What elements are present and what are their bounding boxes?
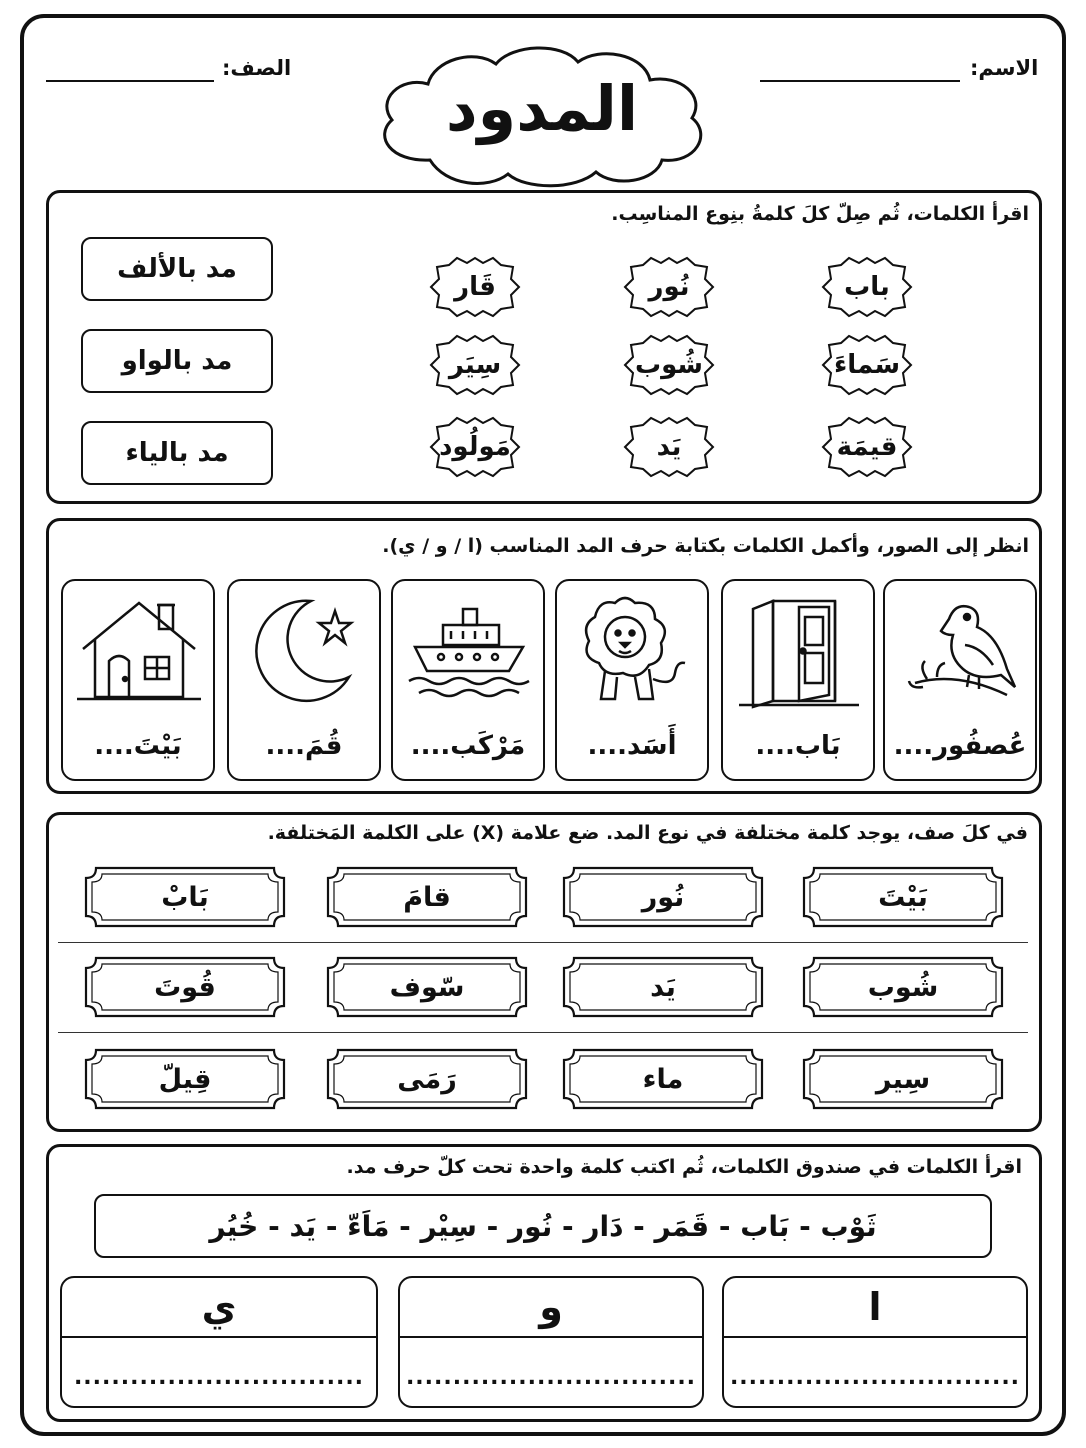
picture-card-bird: [883, 579, 1037, 781]
letter-box-ya[interactable]: [60, 1276, 378, 1408]
picture-word[interactable]: مَرْكَب....: [410, 731, 526, 761]
picture-card-lion: [555, 579, 709, 781]
picture-word[interactable]: عُصفُور....: [893, 731, 1027, 761]
section3-instruction: في كلَ صف، يوجد كلمة مختلفة في نوع المد. ضع علامة (X) على الكلمة المَختلفة.: [267, 822, 1028, 844]
section-matching: [46, 190, 1042, 504]
letter-heading: ي: [62, 1278, 376, 1338]
class-label: الصف:: [222, 56, 292, 80]
word-ticket[interactable]: [800, 954, 1006, 1020]
picture-word[interactable]: قُمَ....: [265, 731, 343, 761]
house-icon: [75, 591, 203, 709]
row-divider: [58, 942, 1028, 943]
picture-card-moon: [227, 579, 381, 781]
badge-word: قيمَة: [836, 432, 898, 462]
word-ticket[interactable]: [560, 954, 766, 1020]
ticket-word: يَد: [650, 971, 676, 1003]
picture-card-door: [721, 579, 875, 781]
section-pictures: [46, 518, 1042, 794]
word-ticket[interactable]: [560, 1046, 766, 1112]
name-line[interactable]: [760, 80, 960, 82]
word-ticket[interactable]: [324, 864, 530, 930]
answer-dots[interactable]: ...............................: [729, 1365, 1021, 1390]
class-line[interactable]: [46, 80, 214, 82]
word-badge[interactable]: [423, 415, 527, 479]
letter-box-alef[interactable]: [722, 1276, 1028, 1408]
picture-card-ship: [391, 579, 545, 781]
word-badge[interactable]: [617, 255, 721, 319]
word-ticket[interactable]: [82, 954, 288, 1020]
ship-icon: [405, 591, 533, 709]
badge-word: سِيَر: [448, 350, 502, 380]
name-label: الاسم:: [970, 56, 1039, 80]
word-ticket[interactable]: [82, 1046, 288, 1112]
word-bank-box: ثَوْب - بَاب - قَمَر - دَار - نُور - سِيْر - مَاَءّ - يَد - خُيُر: [94, 1194, 992, 1258]
title-cloud: [370, 40, 714, 192]
ticket-word: ماء: [642, 1063, 684, 1095]
lion-icon: [569, 591, 697, 709]
word-ticket[interactable]: [324, 954, 530, 1020]
ticket-word: قامَ: [403, 881, 451, 913]
badge-word: يَد: [656, 432, 682, 462]
badge-word: سَماءَ: [833, 350, 901, 380]
ticket-word: قُوتَ: [154, 971, 216, 1003]
badge-word: باب: [844, 272, 890, 302]
ticket-word: نُور: [641, 881, 685, 913]
letter-heading: و: [400, 1278, 702, 1338]
word-badge[interactable]: [815, 415, 919, 479]
moon-star-icon: [241, 591, 369, 709]
row-divider: [58, 1032, 1028, 1033]
ticket-word: شُوب: [867, 971, 939, 1003]
word-badge[interactable]: [423, 333, 527, 397]
badge-word: نُور: [648, 272, 690, 302]
badge-word: مَولُود: [439, 432, 511, 462]
picture-word[interactable]: أَسَد....: [587, 731, 677, 761]
page-title: المدود: [445, 72, 639, 145]
badge-word: شُوب: [635, 350, 703, 380]
type-box-waw[interactable]: مد بالواو: [81, 329, 273, 393]
ticket-word: بَابْ: [161, 881, 209, 913]
bird-icon: [897, 591, 1025, 709]
type-box-ya[interactable]: مد بالياء: [81, 421, 273, 485]
picture-card-house: [61, 579, 215, 781]
word-ticket[interactable]: [560, 864, 766, 930]
door-icon: [735, 591, 863, 709]
word-badge[interactable]: [617, 333, 721, 397]
word-badge[interactable]: [617, 415, 721, 479]
ticket-word: سِير: [875, 1063, 931, 1095]
word-ticket[interactable]: [82, 864, 288, 930]
ticket-word: بَيْتَ: [878, 881, 928, 913]
word-badge[interactable]: [815, 333, 919, 397]
word-badge[interactable]: [423, 255, 527, 319]
ticket-word: سّوف: [389, 971, 465, 1003]
ticket-word: قِيلّ: [158, 1063, 212, 1095]
answer-dots[interactable]: ...............................: [405, 1365, 697, 1390]
section2-instruction: انظر إلى الصور، وأكمل الكلمات بكتابة حرف المد المناسب (ا / و / ي).: [382, 535, 1029, 557]
picture-word[interactable]: بَيْتَ....: [94, 731, 182, 761]
word-badge[interactable]: [815, 255, 919, 319]
section4-instruction: اقرأ الكلمات في صندوق الكلمات، ثُم اكتب كلمة واحدة تحت كلّ حرف مد.: [346, 1156, 1022, 1178]
section1-instruction: اقرأ الكلمات، ثُم صِلّ كلَ كلمةُ بنِوع المناسِب.: [611, 203, 1029, 225]
answer-dots[interactable]: ...............................: [73, 1365, 365, 1390]
word-ticket[interactable]: [800, 1046, 1006, 1112]
word-ticket[interactable]: [324, 1046, 530, 1112]
word-ticket[interactable]: [800, 864, 1006, 930]
type-box-alef[interactable]: مد بالألف: [81, 237, 273, 301]
letter-heading: ا: [724, 1278, 1026, 1338]
picture-word[interactable]: بَاب....: [755, 731, 841, 761]
ticket-word: رَمَى: [397, 1063, 457, 1095]
letter-box-waw[interactable]: [398, 1276, 704, 1408]
badge-word: قَار: [454, 272, 496, 302]
